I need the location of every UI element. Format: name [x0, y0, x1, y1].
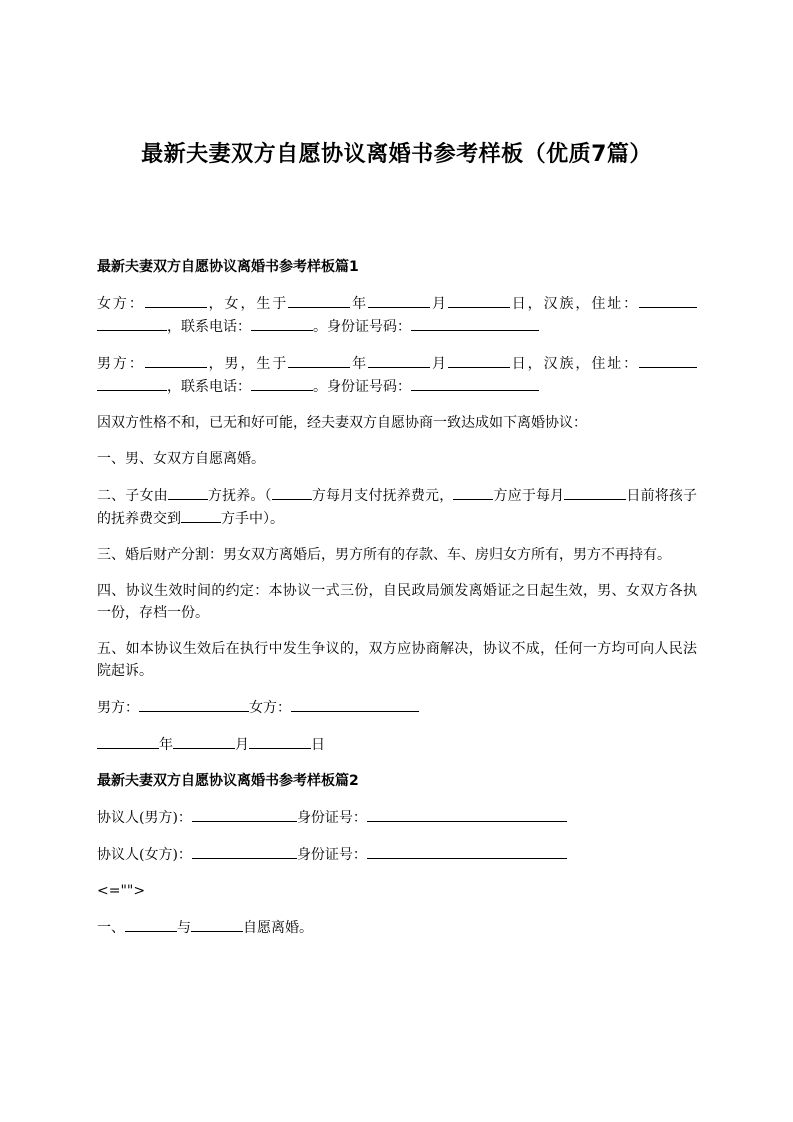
party-male-line: 协议人(男方)： 身份证号： — [97, 806, 697, 829]
female-signature-blank — [291, 696, 419, 712]
party-male-name-blank — [192, 806, 297, 822]
male-address-blank-1 — [639, 352, 697, 368]
male-info-paragraph — [97, 352, 697, 398]
male-year-text: 年 — [350, 356, 369, 372]
male-address-text: 日，汉族，住址： — [509, 356, 640, 372]
party-female-id-blank — [367, 843, 567, 859]
female-address-blank-1 — [639, 292, 697, 308]
date-year-blank — [97, 733, 159, 749]
female-address-blank-2 — [97, 315, 167, 331]
female-year-text: 年 — [350, 296, 369, 312]
party-b-blank — [191, 916, 243, 932]
party-male-id-blank — [367, 806, 567, 822]
female-info-paragraph — [97, 292, 697, 338]
clause-5: 五、如本协议生效后在执行中发生争议的，双方应协商解决，协议不成，任何一方均可向人民法院起诉。 — [97, 641, 697, 679]
payment-party-blank — [453, 484, 493, 500]
male-id-text: 。身份证号码： — [313, 379, 411, 395]
female-phone-text: ，联系电话： — [167, 319, 251, 335]
male-phone-text: ，联系电话： — [167, 379, 251, 395]
male-signature-label: 男方： — [97, 700, 139, 716]
male-address-blank-2 — [97, 375, 167, 391]
party-female-name-blank — [192, 843, 297, 859]
recipient-party-blank — [181, 507, 221, 523]
clause-1: 一、男、女双方自愿离婚。 — [97, 451, 265, 467]
male-signature-blank — [139, 696, 249, 712]
section2-clause-1: 一、 与 自愿离婚。 — [97, 916, 697, 939]
male-birth-year-blank — [288, 352, 350, 368]
female-birth-year-blank — [288, 292, 350, 308]
date-day-blank — [249, 733, 311, 749]
male-name-blank — [145, 352, 207, 368]
clause-2: 二、子女由 方抚养。（ 方每月支付抚养费元， 方应于每月 日前将孩子的抚养费交到 方手中）。 — [97, 484, 697, 530]
male-gender-text: ，男，生于 — [206, 356, 289, 372]
male-phone-blank — [251, 375, 313, 391]
female-id-text: 。身份证号码： — [313, 319, 411, 335]
payment-day-blank — [564, 484, 626, 500]
female-month-text: 月 — [430, 296, 448, 312]
document-title: 最新夫妻双方自愿协议离婚书参考样板（优质7篇） — [141, 142, 652, 167]
female-label: 女方： — [97, 296, 145, 312]
female-name-blank — [145, 292, 207, 308]
section2-heading: 最新夫妻双方自愿协议离婚书参考样板篇2 — [97, 773, 359, 789]
payer-party-blank — [272, 484, 312, 500]
party-a-blank — [125, 916, 177, 932]
female-gender-text: ，女，生于 — [206, 296, 289, 312]
clause-3: 三、婚后财产分割：男女双方离婚后，男方所有的存款、车、房归女方所有，男方不再持有。 — [97, 547, 671, 563]
male-id-blank — [411, 375, 539, 391]
male-month-text: 月 — [430, 356, 448, 372]
markup-artifact: <=""> — [97, 883, 146, 899]
agreement-intro: 因双方性格不和，已无和好可能，经夫妻双方自愿协商一致达成如下离婚协议： — [97, 415, 587, 431]
custody-party-blank — [168, 484, 208, 500]
clause-4: 四、协议生效时间的约定：本协议一式三份，自民政局颁发离婚证之日起生效，男、女双方各执一份，存档一份。 — [97, 583, 697, 621]
female-address-text: 日，汉族，住址： — [509, 296, 640, 312]
female-id-blank — [411, 315, 539, 331]
male-label: 男方： — [97, 356, 145, 372]
female-birth-month-blank — [368, 292, 430, 308]
female-signature-label: 女方： — [249, 700, 291, 716]
male-birth-month-blank — [368, 352, 430, 368]
section1-heading: 最新夫妻双方自愿协议离婚书参考样板篇1 — [97, 259, 359, 275]
date-line: 年 月 日 — [97, 733, 697, 756]
date-month-blank — [173, 733, 235, 749]
signature-line — [97, 696, 697, 719]
document-body — [97, 256, 697, 953]
male-birth-day-blank — [448, 352, 510, 368]
female-phone-blank — [251, 315, 313, 331]
party-female-line: 协议人(女方)： 身份证号： — [97, 843, 697, 866]
female-birth-day-blank — [448, 292, 510, 308]
